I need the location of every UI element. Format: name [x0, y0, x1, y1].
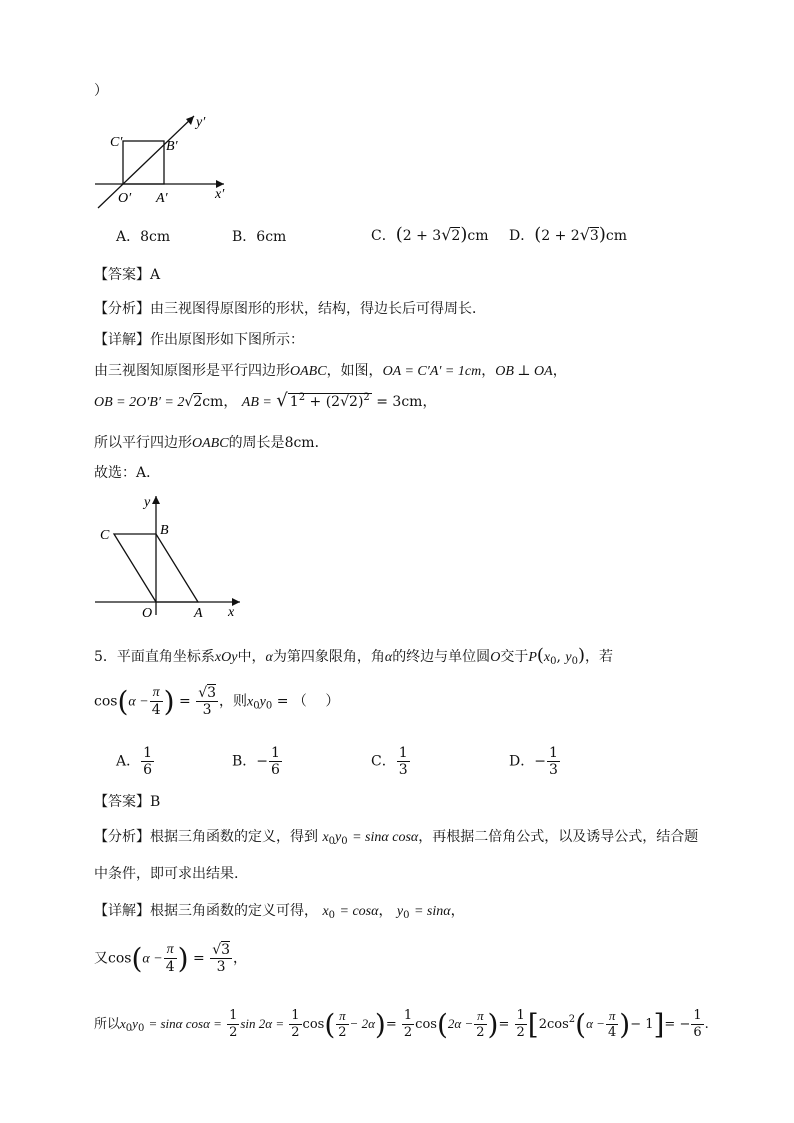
label-a: A: [194, 606, 203, 620]
label-a-prime: A′: [156, 191, 168, 206]
parallelogram-figure: [90, 490, 250, 620]
q5-detail-line2: 又cos(α − $\frac{\pi}{4}$ ) = $\frac{√3}{3}$ ，: [94, 942, 248, 975]
q5-option-d: D．− $\frac{1}{3}$: [509, 745, 558, 778]
q4-detail-line1: 【详解】作出原图形如下图所示：: [94, 332, 304, 348]
q5-option-a: A． $\frac{1}{6}$: [116, 745, 153, 778]
label-o: O: [142, 606, 153, 620]
q5-stem-line2: cos(α − $\frac{\pi}{4}$ ) = $\frac{√3}{3}$ ，则$x_0y_0$ = （ ）: [94, 685, 340, 718]
label-y-prime: y′: [196, 115, 206, 130]
q4-option-c: C．(2 + 3√2)cm: [371, 224, 489, 245]
q4-detail-line3: OB = 2O′B′ = 2√2cm， AB = √ $1^2 + (2√2)^2 = 3cm$，: [94, 390, 437, 411]
q4-option-d: D．(2 + 2√3)cm: [509, 224, 627, 245]
q4-option-b: B．6cm: [232, 229, 287, 245]
label-b-prime: B′: [166, 139, 178, 154]
y-prime-axis: [98, 116, 194, 208]
q5-detail-line1: 【详解】根据三角函数的定义可得， $x_0 = \cos\alpha$， $y_0 = \sin\alpha$，: [94, 903, 465, 921]
q4-option-a: A．8cm: [116, 229, 171, 245]
q5-option-b: B．− $\frac{1}{6}$: [232, 745, 280, 778]
label-x: x: [228, 605, 235, 620]
q5-analysis-line2: 中条件，即可求出结果.: [94, 866, 239, 882]
y-axis-arrow: [152, 496, 160, 504]
q5-stem-line1: 5．平面直角坐标系xOy中，α为第四象限角，角α的终边与单位圆O交于$P(x_0$, $y_0$)，若: [94, 645, 614, 667]
q5-answer: 【答案】B: [94, 794, 161, 810]
oblique-figure: [90, 108, 240, 218]
label-o-prime: O′: [118, 191, 132, 206]
q4-answer: 【答案】A: [94, 267, 161, 283]
q4-analysis: 【分析】由三视图得原图形的形状，结构，得边长后可得周长．: [94, 301, 486, 317]
label-y: y: [144, 495, 151, 510]
q5-detail-line3: 所以$x_0y_0 = \sin\alpha$ cosα = $\frac{1}{2}$ sin 2α = $\frac{1}{2}$ cos( $\frac{\pi}{2}$ − 2α)= $\frac{1}{2}$ cos(2α − $\frac{\pi}{2}$ )= $\frac{1}{2}$ [$2\cos^2(\alpha$ − $\frac{\pi}{4}$ )− 1]= − $\frac{1}{6}$ .: [94, 1008, 709, 1041]
label-c-prime: C′: [110, 135, 123, 150]
q5-analysis-line1: 【分析】根据三角函数的定义，得到 $x_0y_0 = \sin\alpha$ cosα，再根据二倍角公式，以及诱导公式，结合题: [94, 829, 699, 847]
label-x-prime: x′: [215, 187, 225, 202]
q4-detail-line4: 所以平行四边形OABC的周长是8cm．: [94, 435, 329, 451]
q4-detail-line5: 故选：A．: [94, 465, 161, 481]
label-c: C: [100, 528, 110, 543]
q4-detail-line2: 由三视图知原图形是平行四边形OABC，如图，OA = C′A′ = 1cm，OB ⊥ OA，: [94, 363, 567, 379]
continued-paren: ）: [94, 83, 108, 99]
label-b: B: [160, 523, 169, 538]
q5-option-c: C． $\frac{1}{3}$: [371, 745, 408, 778]
y-prime-arrow: [186, 116, 194, 125]
